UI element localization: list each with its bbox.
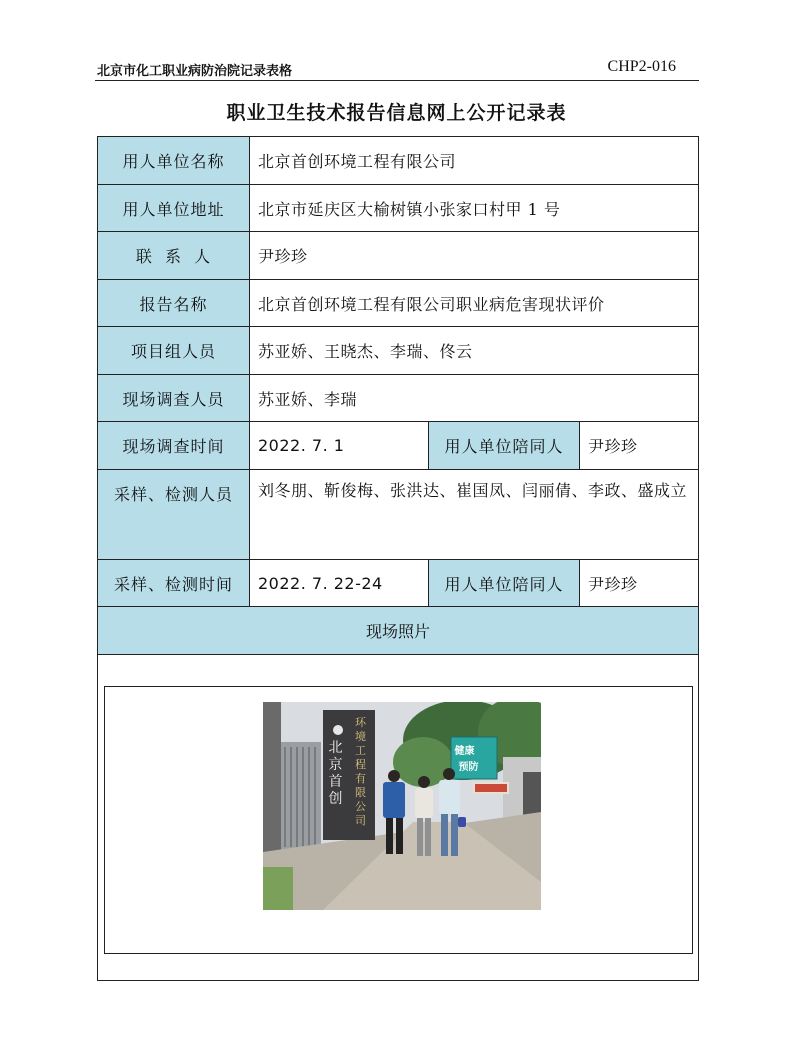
site-photo (263, 702, 541, 910)
sign-text-left: 北京首创 (328, 740, 343, 807)
value-team: 苏亚娇、王晓杰、李瑞、佟云 (250, 327, 699, 375)
value-survey-staff: 苏亚娇、李瑞 (250, 375, 699, 422)
value-sampling-staff: 刘冬朋、靳俊梅、张洪达、崔国凤、闫丽倩、李政、盛成立 (250, 470, 699, 560)
value-contact: 尹珍珍 (250, 232, 699, 280)
label-unit-name: 用人单位名称 (98, 137, 250, 185)
label-contact: 联 系 人 (98, 232, 250, 280)
header-form-code: CHP2-016 (607, 58, 676, 75)
value-survey-time: 2022. 7. 1 (250, 422, 429, 470)
sign-text-right: 环境工程有限公司 (355, 716, 366, 827)
row-contact (98, 232, 699, 280)
value-sampling-time: 2022. 7. 22-24 (250, 560, 429, 607)
label-survey-companion: 用人单位陪同人 (429, 422, 580, 470)
photo-cell (98, 655, 699, 981)
row-unit-name (98, 137, 699, 185)
label-sampling-time: 采样、检测时间 (98, 560, 250, 607)
row-survey-time (98, 422, 699, 470)
billboard-text-2: 预防 (458, 762, 479, 773)
header-divider (95, 80, 699, 81)
label-team: 项目组人员 (98, 327, 250, 375)
record-table (97, 136, 699, 981)
value-survey-companion: 尹珍珍 (580, 422, 699, 470)
row-sampling-time (98, 560, 699, 607)
label-site-photo: 现场照片 (98, 607, 699, 655)
header-org-name: 北京市化工职业病防治院记录表格 (97, 64, 293, 79)
photo-frame (104, 686, 693, 954)
label-sampling-staff: 采样、检测人员 (98, 470, 250, 560)
row-sampling-staff (98, 470, 699, 560)
label-survey-staff: 现场调查人员 (98, 375, 250, 422)
value-unit-name: 北京首创环境工程有限公司 (250, 137, 699, 185)
row-report-name (98, 280, 699, 327)
row-unit-address (98, 185, 699, 232)
label-sampling-companion: 用人单位陪同人 (429, 560, 580, 607)
billboard-text-1: 健康 (454, 746, 475, 757)
page-title: 职业卫生技术报告信息网上公开记录表 (226, 102, 567, 124)
label-survey-time: 现场调查时间 (98, 422, 250, 470)
row-team (98, 327, 699, 375)
value-sampling-companion: 尹珍珍 (580, 560, 699, 607)
row-survey-staff (98, 375, 699, 422)
row-photo (98, 655, 699, 981)
label-unit-address: 用人单位地址 (98, 185, 250, 232)
row-photo-header (98, 607, 699, 655)
value-unit-address: 北京市延庆区大榆树镇小张家口村甲 1 号 (250, 185, 699, 232)
value-report-name: 北京首创环境工程有限公司职业病危害现状评价 (250, 280, 699, 327)
label-report-name: 报告名称 (98, 280, 250, 327)
